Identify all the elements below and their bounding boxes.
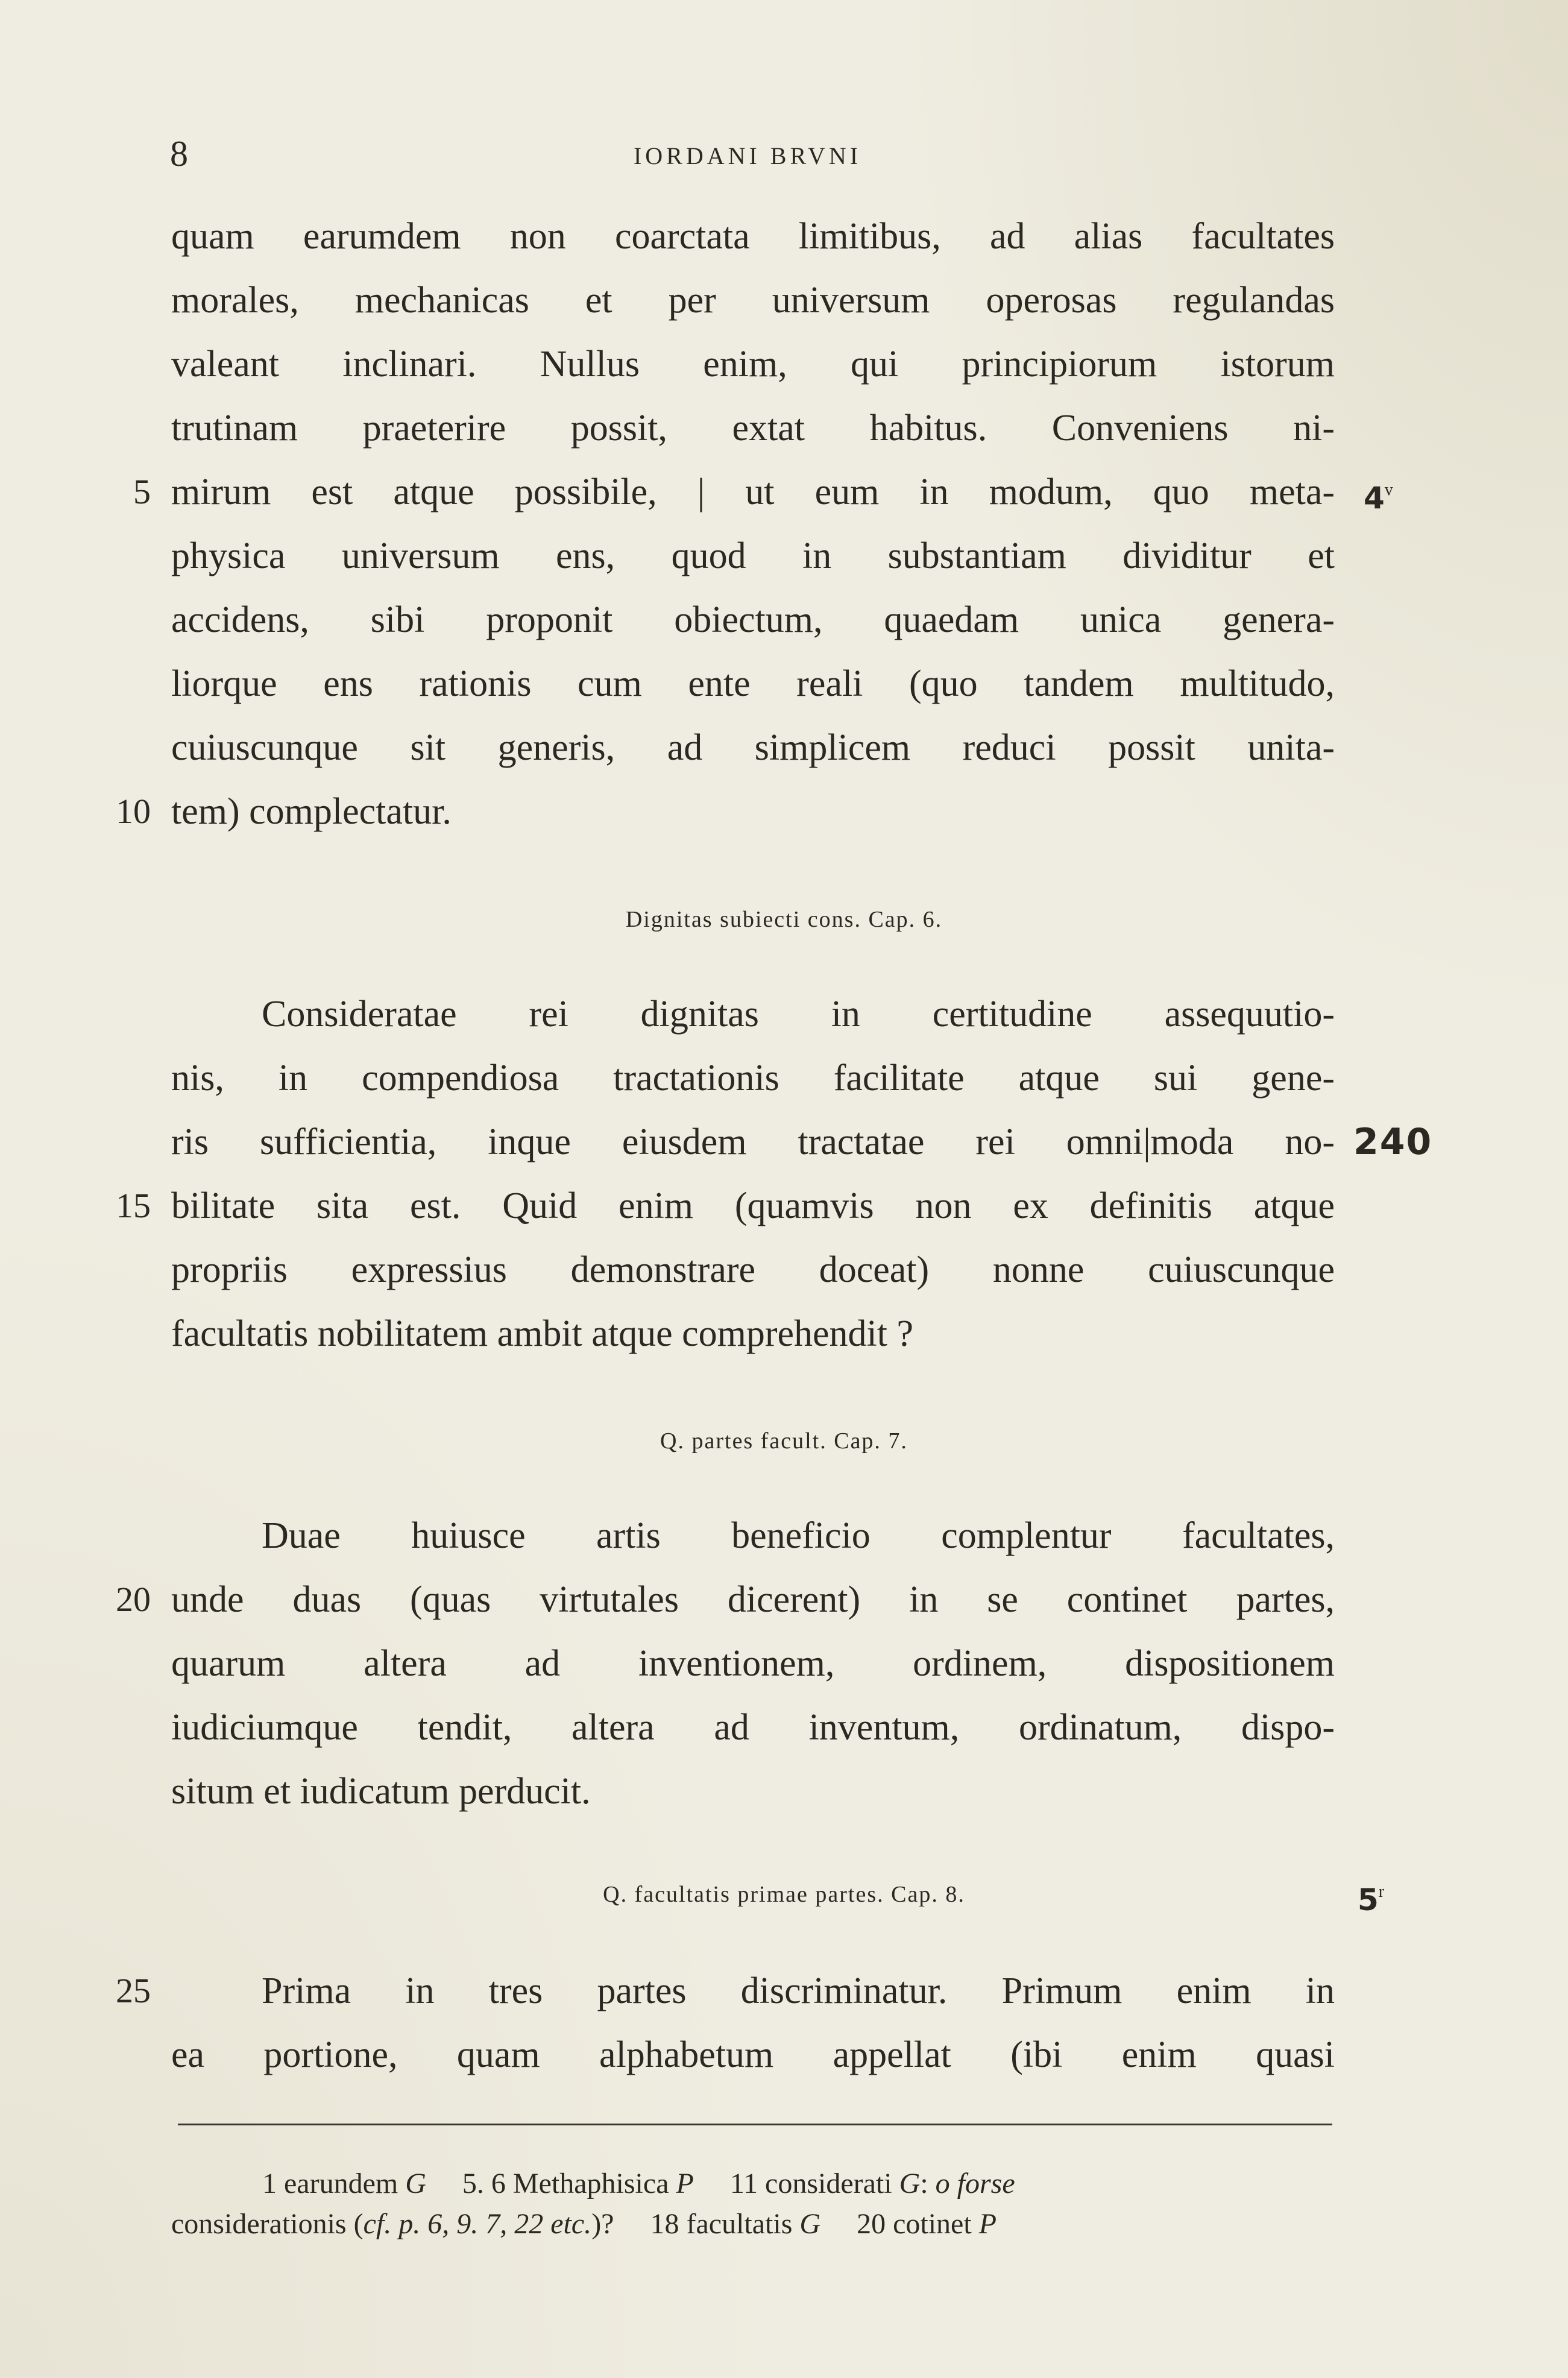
text-line: nis, in compendiosa tractationis facilitate atque sui gene- — [171, 1058, 1335, 1099]
footnote-entry: 5. 6 Methaphisica P — [462, 2168, 694, 2200]
chapter-caption: Q. partes facult. Cap. 7. — [660, 1428, 908, 1454]
text-line: situm et iudicatum perducit. — [171, 1771, 591, 1812]
chapter-caption: Dignitas subiecti cons. Cap. 6. — [625, 907, 943, 932]
text-line: facultatis nobilitatem ambit atque comprehendit ? — [171, 1313, 913, 1354]
text-line: Consideratae rei dignitas in certitudine assequutio- — [262, 994, 1335, 1035]
running-title: IORDANI BRVNI — [633, 142, 862, 169]
text-line: tem) complectatur. — [171, 791, 452, 832]
text-line: unde duas (quas virtutales dicerent) in se continet partes, — [171, 1579, 1335, 1620]
footnote-rule — [178, 2124, 1332, 2125]
footnote-line — [171, 2205, 1335, 2244]
text-line: valeant inclinari. Nullus enim, qui principiorum istorum — [171, 344, 1335, 385]
running-head — [0, 130, 1568, 178]
footnote-entry: 1 earundem G — [262, 2168, 426, 2200]
text-line: propriis expressius demonstrare doceat) nonne cuiuscunque — [171, 1249, 1335, 1290]
text-line: trutinam praeterire possit, extat habitus. Conveniens ni- — [171, 408, 1335, 449]
text-line: quam earumdem non coarctata limitibus, ad alias facultates — [171, 216, 1335, 257]
line-number: 20 — [116, 1580, 151, 1619]
footnote-entry: 11 considerati G: o forse — [729, 2168, 1015, 2200]
chapter-caption: Q. facultatis primae partes. Cap. 8. — [603, 1882, 965, 1907]
text-line: physica universum ens, quod in substantiam dividitur et — [171, 535, 1335, 576]
folio-side: v — [1384, 481, 1393, 499]
line-number: 5 — [133, 472, 151, 511]
text-line: Duae huiusce artis beneficio complentur facultates, — [262, 1515, 1335, 1556]
text-line: bilitate sita est. Quid enim (quamvis non ex definitis atque — [171, 1185, 1335, 1226]
line-number: 10 — [116, 792, 151, 831]
text-line: accidens, sibi proponit obiectum, quaedam unica genera- — [171, 599, 1335, 640]
footnote-entry: 20 cotinet P — [857, 2208, 997, 2240]
line-number: 15 — [116, 1186, 151, 1225]
text-line: quarum altera ad inventionem, ordinem, dispositionem — [171, 1643, 1335, 1684]
original-page-marker: 240 — [1353, 1121, 1433, 1163]
folio-number: 4 — [1364, 481, 1385, 516]
line-number: 25 — [116, 1971, 151, 2010]
text-line: cuiuscunque sit generis, ad simplicem reduci possit unita- — [171, 727, 1335, 768]
footnote-line — [262, 2165, 1335, 2203]
text-line: morales, mechanicas et per universum operosas regulandas — [171, 280, 1335, 321]
folio-marker-5r — [1358, 1865, 1384, 1919]
folio-side: r — [1378, 1882, 1385, 1901]
text-line: ris sufficientia, inque eiusdem tractatae rei omni|moda no- — [171, 1121, 1335, 1162]
footnote-entry: 18 facultatis G — [650, 2208, 821, 2240]
text-line: Prima in tres partes discriminatur. Primum enim in — [262, 1970, 1335, 2011]
text-line: liorque ens rationis cum ente reali (quo tandem multitudo, — [171, 663, 1335, 704]
folio-marker-4v — [1364, 463, 1393, 517]
text-line: ea portione, quam alphabetum appellat (ibi enim quasi — [171, 2034, 1335, 2075]
text-line: iudiciumque tendit, altera ad inventum, ordinatum, dispo- — [171, 1707, 1335, 1748]
text-line: mirum est atque possibile, | ut eum in modum, quo meta- — [171, 472, 1335, 512]
footnote-entry: considerationis (cf. p. 6, 9. 7, 22 etc.)? — [171, 2208, 614, 2240]
page-number: 8 — [170, 134, 188, 174]
folio-number: 5 — [1358, 1882, 1379, 1917]
